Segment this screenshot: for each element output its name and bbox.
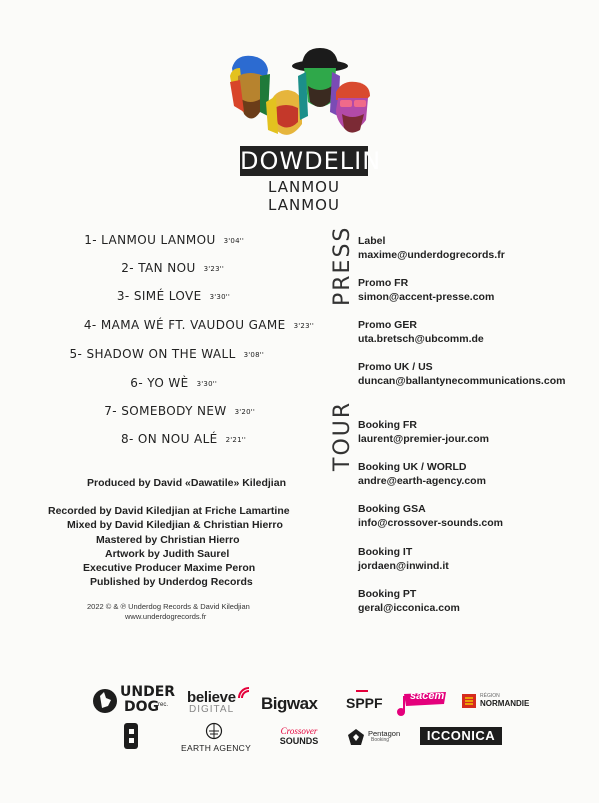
track-item xyxy=(84,318,314,332)
credit-line: Mixed by David Kiledjian & Christian Hierro xyxy=(67,519,283,531)
credit-line: Recorded by David Kiledjian at Friche Lamartine xyxy=(48,505,290,517)
contact-label: Promo FR xyxy=(358,277,409,289)
contact-label: Promo GER xyxy=(358,319,417,331)
contact-label: Booking UK / WORLD xyxy=(358,461,467,473)
track-duration: 2'21'' xyxy=(225,436,246,444)
contact-label: Booking GSA xyxy=(358,503,426,515)
stripe-icon xyxy=(356,690,368,696)
bigwax-logo: Bigwax xyxy=(261,694,318,713)
track-item xyxy=(69,347,264,361)
track-item xyxy=(117,289,230,303)
track-item xyxy=(130,376,217,390)
press-contact xyxy=(358,360,578,389)
album-title: LANMOU LANMOU xyxy=(268,178,340,214)
signal-icon xyxy=(237,686,251,700)
press-heading: PRESS xyxy=(330,225,355,306)
contact-label: Promo UK / US xyxy=(358,361,433,373)
track-duration: 3'30'' xyxy=(209,293,230,301)
track-duration: 3'23'' xyxy=(203,265,224,273)
contact-email[interactable]: uta.bretsch@ubcomm.de xyxy=(358,333,484,345)
track-item xyxy=(121,261,224,275)
believe-logo: believe DIGITAL xyxy=(187,690,236,715)
tour-contact xyxy=(358,545,578,574)
contact-label: Booking FR xyxy=(358,419,417,431)
tour-contact xyxy=(358,587,578,616)
band-artwork xyxy=(226,46,374,138)
track-title: 2- TAN NOU xyxy=(121,261,196,275)
track-item xyxy=(121,432,246,446)
credit-line: Mastered by Christian Hierro xyxy=(96,534,240,546)
track-item xyxy=(104,404,255,418)
tour-contact xyxy=(358,460,578,489)
face-left-illustration xyxy=(230,56,270,119)
track-title: 4- MAMA WÉ FT. VAUDOU GAME xyxy=(83,318,286,332)
track-duration: 3'23'' xyxy=(293,322,314,330)
earth-globe-icon xyxy=(205,722,223,740)
track-title: 3- SIMÉ LOVE xyxy=(116,289,202,303)
dog-icon xyxy=(92,686,118,716)
contact-email[interactable]: jordaen@inwind.it xyxy=(358,560,449,572)
press-contact xyxy=(358,318,578,347)
tour-contact xyxy=(358,502,578,531)
track-item xyxy=(84,233,244,247)
credit-line: Published by Underdog Records xyxy=(90,576,253,588)
copyright-notice: 2022 © & ℗ Underdog Records & David Kiledjian xyxy=(87,602,250,611)
track-duration: 3'30'' xyxy=(196,380,217,388)
press-contact xyxy=(358,276,578,305)
sppf-logo: SPPF xyxy=(346,690,383,711)
underdog-records-logo: UNDER DOG rec. xyxy=(92,686,174,716)
tour-heading: TOUR xyxy=(330,400,355,471)
contact-label: Booking IT xyxy=(358,546,413,558)
track-title: 1- LANMOU LANMOU xyxy=(84,233,216,247)
contact-email[interactable]: geral@icconica.com xyxy=(358,602,460,614)
face-middle-illustration xyxy=(266,90,302,135)
contact-email[interactable]: maxime@underdogrecords.fr xyxy=(358,249,505,261)
contact-label: Label xyxy=(358,235,386,247)
contact-email[interactable]: andre@earth-agency.com xyxy=(358,475,486,487)
producer-credit: Produced by David «Dawatile» Kiledjian xyxy=(87,477,286,489)
contact-email[interactable]: laurent@premier-jour.com xyxy=(358,433,490,445)
face-right-illustration xyxy=(336,82,370,133)
b-label-logo xyxy=(122,721,144,756)
track-title: 5- SHADOW ON THE WALL xyxy=(69,347,236,361)
icconica-logo: ICCONICA xyxy=(420,727,502,745)
contact-email[interactable]: simon@accent-presse.com xyxy=(358,291,495,303)
contact-email[interactable]: duncan@ballantynecommunications.com xyxy=(358,375,566,387)
credit-line: Executive Producer Maxime Peron xyxy=(83,562,256,574)
band-name: DOWDELIN xyxy=(240,147,382,175)
pentagon-icon xyxy=(347,728,365,746)
normandie-emblem-icon xyxy=(462,694,476,708)
crossover-sounds-logo: Crossover SOUNDS xyxy=(279,726,319,746)
track-title: 8- ON NOU ALÉ xyxy=(120,432,218,446)
contact-label: Booking PT xyxy=(358,588,417,600)
label-website: www.underdogrecords.fr xyxy=(125,612,207,621)
contact-email[interactable]: info@crossover-sounds.com xyxy=(358,517,504,529)
earth-agency-logo: EARTH AGENCY xyxy=(181,722,247,753)
track-duration: 3'04'' xyxy=(223,237,244,245)
tour-contact xyxy=(358,418,578,447)
press-contact xyxy=(358,234,578,263)
track-title: 6- YO WÈ xyxy=(130,376,189,390)
credit-line: Artwork by Judith Saurel xyxy=(105,548,230,560)
track-title: 7- SOMEBODY NEW xyxy=(104,404,227,418)
b-mark-icon xyxy=(122,721,144,751)
track-duration: 3'20'' xyxy=(234,408,255,416)
track-duration: 3'08'' xyxy=(243,351,264,359)
